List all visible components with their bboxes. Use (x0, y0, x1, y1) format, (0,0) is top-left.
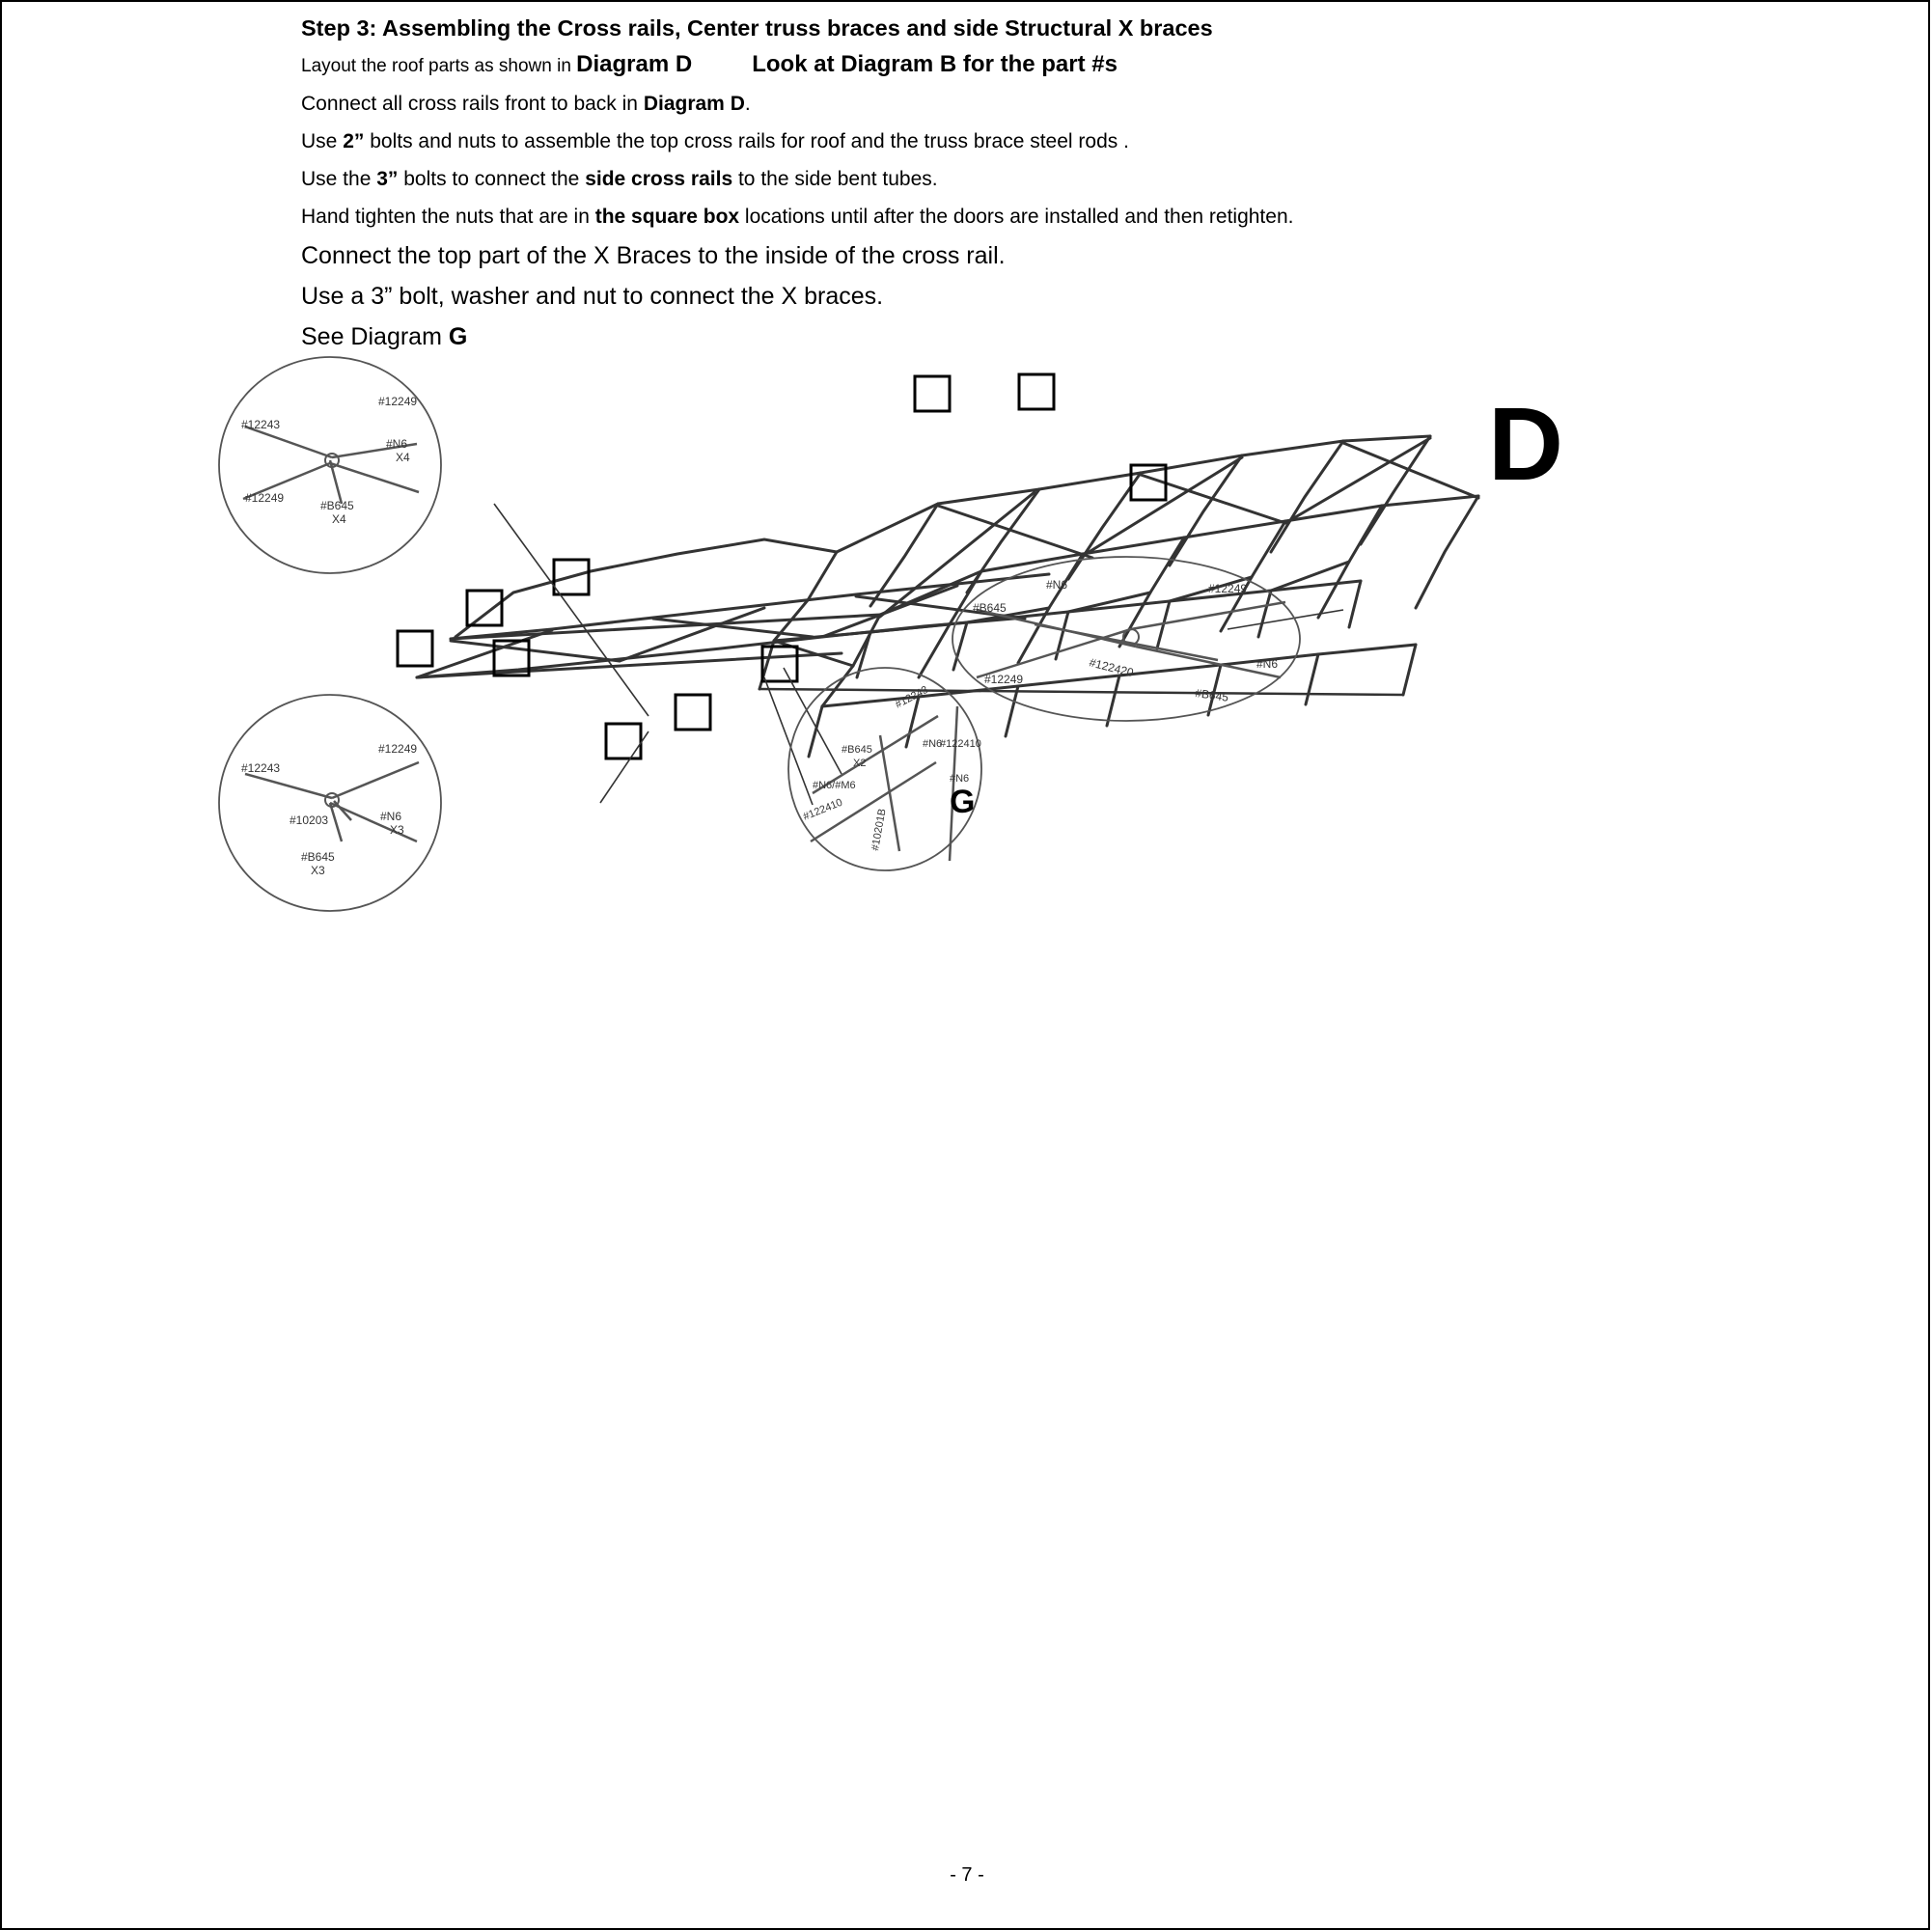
square-box-marker (915, 376, 950, 411)
line4-bold: the square box (594, 206, 740, 228)
callout-label: X4 (332, 512, 346, 526)
callout-label: #N6 (950, 773, 970, 785)
layout-line (301, 46, 1884, 85)
layout-line-diagram-ref: Diagram D (576, 51, 693, 77)
page-footer (2, 1864, 1932, 1887)
instruction-line-4 (301, 198, 1884, 235)
square-box-markers (398, 374, 1166, 758)
line1-pre: Connect all cross rails front to back in (301, 93, 644, 115)
line3-post: bolts to connect the (398, 168, 586, 190)
callout-label: #N6 (1046, 578, 1068, 592)
callout-label: X4 (396, 451, 410, 464)
callout-circle (219, 357, 441, 573)
square-box-marker (1019, 374, 1054, 409)
square-box-marker (606, 724, 641, 758)
line1-bold: Diagram D (643, 93, 745, 115)
line1-post: . (744, 93, 751, 115)
instruction-line-6: Use a 3” bolt, washer and nut to connect the X braces. (301, 283, 884, 310)
callout-label: #12249 (1208, 582, 1248, 595)
instruction-line-5: Connect the top part of the X Braces to the inside of the cross rail. (301, 242, 1006, 269)
callout-labels (241, 742, 417, 877)
line3-pre: Use the (301, 168, 377, 190)
instruction-block (301, 10, 1884, 357)
see-diagram-bold: G (448, 323, 468, 350)
callout-label: #B645 (973, 601, 1007, 615)
square-box-marker (676, 695, 710, 730)
square-box-marker (467, 591, 502, 625)
instruction-line-2 (301, 123, 1884, 160)
callout-labels (241, 395, 417, 526)
callout-label: #122410 (801, 796, 844, 823)
line3-bold2: side cross rails (585, 168, 733, 190)
callout-label: X2 (853, 758, 867, 769)
callout-label: #12249 (378, 395, 418, 408)
diagram-letter-g: G (950, 784, 976, 820)
callout-bottom-left (219, 695, 441, 911)
line3-post2: to the side bent tubes. (732, 168, 938, 190)
instruction-line-1 (301, 85, 1884, 123)
layout-line-prefix: Layout the roof parts as shown in (301, 56, 577, 76)
square-box-marker (398, 631, 432, 666)
callout-label: #B645 (1194, 686, 1229, 704)
callout-label: #10203 (290, 813, 329, 827)
line3-bold: 3” (376, 168, 399, 190)
diagram-letter-d: D (1488, 385, 1561, 502)
frame-tubes (417, 436, 1478, 757)
line4-post: locations until after the doors are installed and then retighten. (739, 206, 1294, 228)
step-title: Step 3: Assembling the Cross rails, Center truss braces and side Structural X braces (301, 15, 1213, 41)
callout-label: #N6 (386, 437, 408, 451)
callout-label: #B645 (842, 744, 872, 756)
callout-label: #122420 (1088, 655, 1135, 680)
callout-label: #12243 (241, 418, 281, 431)
callout-label: #N6 (923, 738, 943, 750)
callout-label: #10201B (869, 808, 889, 852)
callout-bottom-middle (788, 668, 981, 870)
callout-label: #12249 (245, 491, 285, 505)
layout-line-second: Look at Diagram B for the part #s (752, 51, 1118, 77)
line2-pre: Use (301, 130, 344, 152)
diagram-d-illustration (241, 388, 1671, 1102)
frame-drawing (241, 388, 1671, 1102)
callout-label: X3 (311, 864, 325, 877)
see-diagram-pre: See Diagram (301, 323, 449, 350)
callout-label: #N6 (380, 810, 402, 823)
page-number: - 7 - (950, 1864, 984, 1886)
callout-top-left (219, 357, 441, 573)
callout-label: #12249 (378, 742, 418, 756)
callout-label: #B645 (301, 850, 335, 864)
callout-label: #12243 (241, 761, 281, 775)
callout-label: #B645 (320, 499, 354, 512)
callout-label: #122410 (940, 738, 981, 750)
callout-label: #N6/#M6 (813, 780, 856, 791)
callout-label: #12249 (984, 673, 1024, 686)
callout-label: X3 (390, 823, 404, 837)
callout-label: #N6 (1256, 657, 1279, 671)
callout-label: #12243 (893, 683, 930, 711)
see-diagram-line (301, 317, 1884, 357)
line2-bold: 2” (343, 130, 365, 152)
line2-post: bolts and nuts to assemble the top cross rails for roof and the truss brace steel rods . (364, 130, 1129, 152)
line4-pre: Hand tighten the nuts that are in (301, 206, 595, 228)
instruction-line-3 (301, 160, 1884, 198)
